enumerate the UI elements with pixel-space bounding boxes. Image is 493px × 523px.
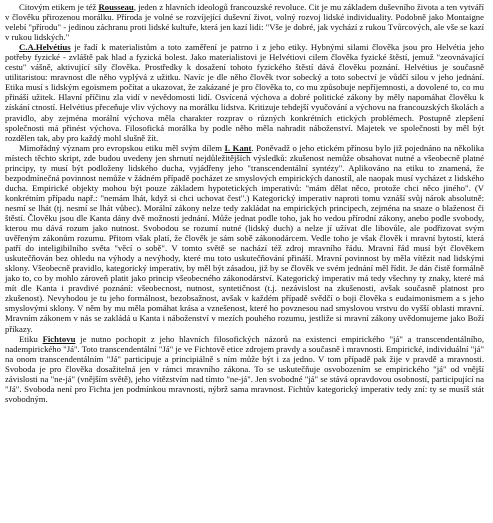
philosopher-name-rousseau: Rousseau <box>98 2 134 12</box>
philosopher-name-fichte: Fichtovu <box>42 333 76 344</box>
paragraph-lead: Citovým etikem je též <box>19 2 99 12</box>
paragraph-rousseau <box>5 2 484 42</box>
paragraph-lead: Mimořádný význam pro evropskou etiku měl svým dílem <box>19 142 225 153</box>
paragraph-lead: Etiku <box>19 333 43 344</box>
paragraph-kant <box>5 143 484 334</box>
paragraph-text: je nutno pochopit z jeho hlavních filosofických názorů na existenci empirického "já" a transcendentálního, nadempirického "Já". Toto transcendentální "Já" je ve Fichtově etice zdrojem pravdy a současně i mravnosti. Empirické, individuální "já" na onom transcendentálním "Já" participuje a principiálně s ním může být i za jedno. V tom případě pak žije v pravdě a mravnosti. Svoboda je pro člověka dosažitelná jen v rámci mravního zákona. To se uskutečňuje osvobozením se empirického "já" od vnější závislosti na "ne-já" (vnějším světě), jeho vítězstvím nad tímto "ne-já". Jen svobodné "já" se stává opravdovou osobností, participující na "Já". Svoboda není pro Fichta jen podmínkou mravnosti, nýbrž sama mravnost. Fichtův kategorický imperativ tedy zní: ty se musíš stát svobodným. <box>5 333 484 404</box>
paragraph-text: , jeden z hlavních ideologů francouzské revoluce. Cit je mu základem duševního života a ten vytváří v člověku přirozenou morálku. Příroda je volné se rozvíjející duševní život, volný rozvoj lidské individuality. Podobně jako Montaigne velebí "přírodu" - jedinou záchranu proti lidské kultuře, která jen kazí lidi: "Vše je dobré, jak vychází z rukou Tvůrcových, ale vše se kazí v rukou lidských." <box>5 2 484 43</box>
paragraph-fichte <box>5 334 484 404</box>
paragraph-text: . Poněvadž o jeho etickém přínosu bylo již pojednáno na několika místech těchto skript, zde budou uvedeny jen shrnutí nejdůležitějších výsledků: zkušenost nemůže obsahovat nutné a všeobecně platné principy, ty musí být podloženy lidského ducha, vyjádřeny jeho "transcendentální syntézy". Aplikováno na etiku to znamená, že bezpodmínečná povinnost nemůže v žádném případě pocházet ze smyslových empirických danostíl, ale naopak musí vycházet z lidského ducha. Empirické objekty mohou být pouze základem hypotetických imperativů: "mám dělat něco, protože chci něco jiného". (V konkrétním případu např.: "nemám lhát, když si chci uchovat čest".) Kategorický imperativ naproti tomu vznáší svůj nárok absolutně: nesmí se lhát (tj. nesmí se lhát vůbec). Morální zákony nelze tedy zakládat na empirických principech, zejména na snaze o blaženost či štěstí. Člověku jsou dle Kanta dány dvě možnosti jednání. Může jednat podle toho, jak ho vedou přírodní zákony, anebo podle svobody, kterou mu dává rozum jako nutnost. Svobodou se rozumí nutné (lidský duch) a nelze jí užívat dle libovůle, ale podřizovat svým uvěřeným zákonům rozumu. Přitom však platí, že člověk je sám sobě zákonodárcem. Vedle toho je však člověk i mravní bytostí, která patří do inteligibilního světa "věcí o sobě". V tomto světě se nachází též zdroj mravního řádu. Mravní řád musí být člověkem uskutečňován bez ohledu na výhody a nevýhody, které mu toto uskutečňování přináší. Mravní povinnost by měla vítězit nad lidskými sklony. Všeobecně pravidlo, kategorický imperativ, by měl být zásadou, již by se člověk ve svém jednání měl řídit. Je dán čistě formálně jako to, co by mohlo zároveň platit jako princip všeobecného zákonodárství. Kategorický imperativ má tedy všechny ty znaky, které má mít dle Kanta i pravdivé poznání: všeobecnost, nutnost, syntetičnost (t.j. nezávislost na zkušenosti, avšak současně platnost pro zkušenost). Nevyhodou je tu jeho formálnost, bezobsažnost, avšak v každém případě svědčí o boji člověka s eudaimonismem a s jeho smyslovými sklony. V něm by mu měla pomáhat krása a vznešenost, které ho povznesou nad smyslovou vrstvu do vyšší oblasti mravní. Mravním zákonem v nás se zakládá u Kanta i náboženství v mezích pouhého rozumu, jestliže si mravní zákony uvědomujeme jako Boží příkazy. <box>5 142 484 334</box>
philosopher-name-kant: I. Kant <box>224 142 252 153</box>
paragraph-helvetius <box>5 42 484 142</box>
philosopher-name-helvetius: C.A.Helvétius <box>19 42 71 53</box>
paragraph-text: je řadí k materialistům a toto zaměření je patrno i z jeho etiky. Hybnými silami člověka jsou pro Helvétia jeho potřeby fyzické - zvláště pak hlad a fyzická bolest. Jako materialistovi je Helvétiovi cilem člověka fyzické štěstí, jemuž "zeovnávající cestu" vášně, aktivující síly člověka. Prostředky k dosažení tohoto fyzického štěstí dává člověku poznání. Helvétius je současně utilitaristou: mravnost dle něho vyplývá z užitku. Navíc je dle něho člověk tvor sobecký a toto sobectví je vůdčí silou v jeho jednání. Etika musí s lidským egoismem počítat a ukazovat, že zakázané je pro člověka to, co mu způsobuje nepříjemnosti, a dovolené to, co mu přináší užitek. Hlavní příčinu zla vidí v nevědomosti lidí. Osvícená výchova a dobré politické zákony by měly napomáhat člověku k získání ctností. Helvétius přeceňuje vliv výchovy na morálku lidstva. Kritizuje tehdejší vyučování a výchovu na francouzských školách a pravidlo, aby zejména morální výchova měla charakter rozprav o různých konkrétních etických problémech. Postupně zlepšení společnosti má přinést výchova. Filosofická morálka by podle něho měla nahradit náboženství. Majetek ve společnosti by měl být rozdělen tak, aby pro každý mohl slušně žít. <box>5 42 484 143</box>
